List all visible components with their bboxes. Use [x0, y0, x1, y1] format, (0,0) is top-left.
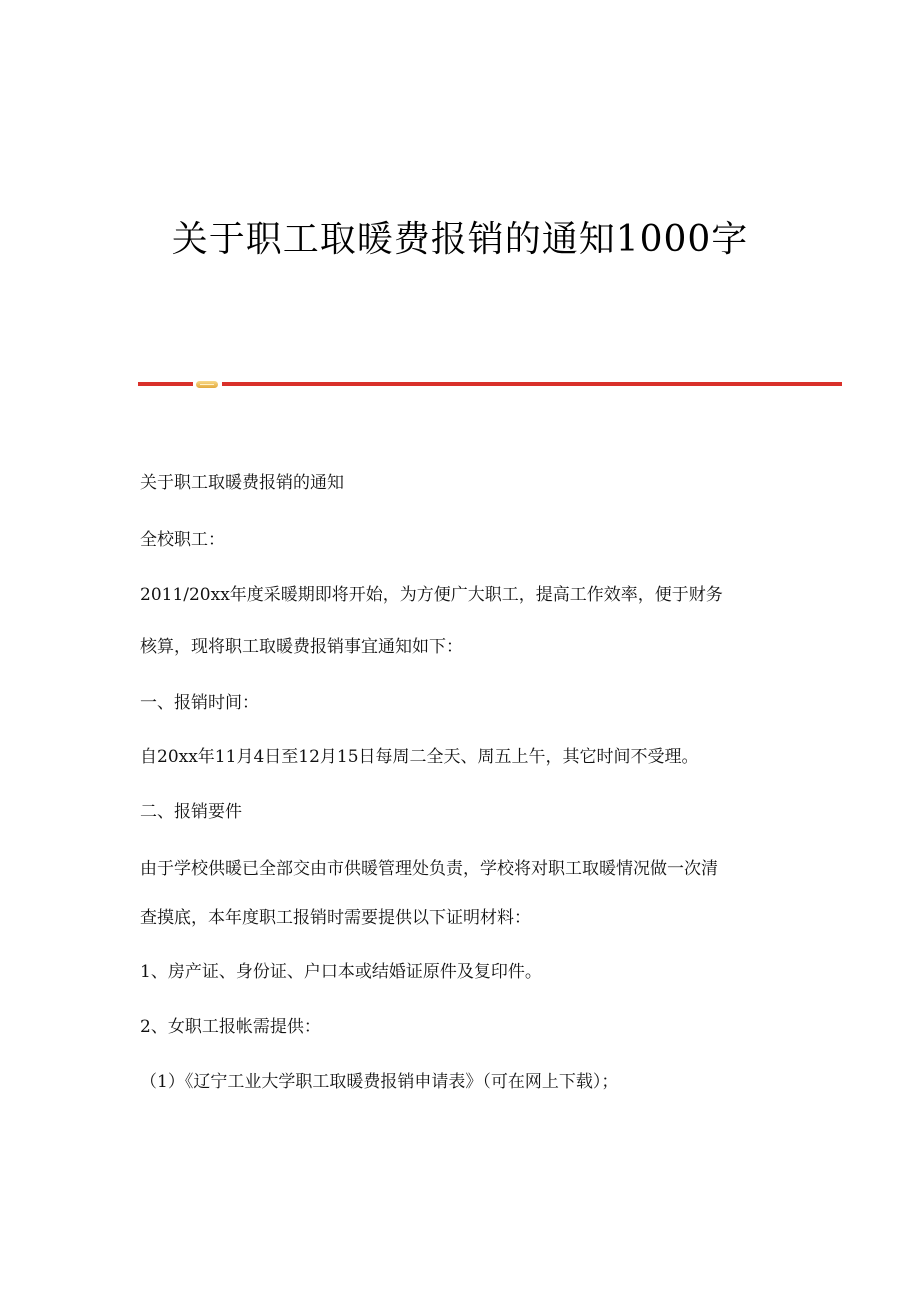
title-divider	[138, 380, 842, 388]
divider-ornament-icon	[196, 381, 218, 388]
requirement-subitem-1: （1）《辽宁工业大学职工取暖费报销申请表》（可在网上下载）；	[140, 1072, 619, 1092]
requirements-line-1: 由于学校供暖已全部交由市供暖管理处负责，学校将对职工取暖情况做一次清	[140, 859, 718, 879]
notice-heading: 关于职工取暖费报销的通知	[140, 473, 344, 493]
intro-line-2: 核算，现将职工取暖费报销事宜通知如下：	[140, 637, 463, 657]
requirement-item-2: 2、女职工报帐需提供：	[140, 1017, 321, 1037]
requirements-line-2: 查摸底，本年度职工报销时需要提供以下证明材料：	[140, 908, 531, 928]
reimbursement-time: 自20xx年11月4日至12月15日每周二全天、周五上午，其它时间不受理。	[140, 747, 699, 767]
intro-line-1: 2011/20xx年度采暖期即将开始，为方便广大职工，提高工作效率，便于财务	[140, 585, 723, 605]
salutation: 全校职工：	[140, 530, 225, 550]
divider-bar-left	[138, 382, 193, 386]
requirement-item-1: 1、房产证、身份证、户口本或结婚证原件及复印件。	[140, 962, 542, 982]
divider-bar-right	[222, 382, 842, 386]
document-title: 关于职工取暖费报销的通知1000字	[171, 219, 749, 260]
section-1-heading: 一、报销时间：	[140, 693, 259, 713]
section-2-heading: 二、报销要件	[140, 802, 242, 822]
